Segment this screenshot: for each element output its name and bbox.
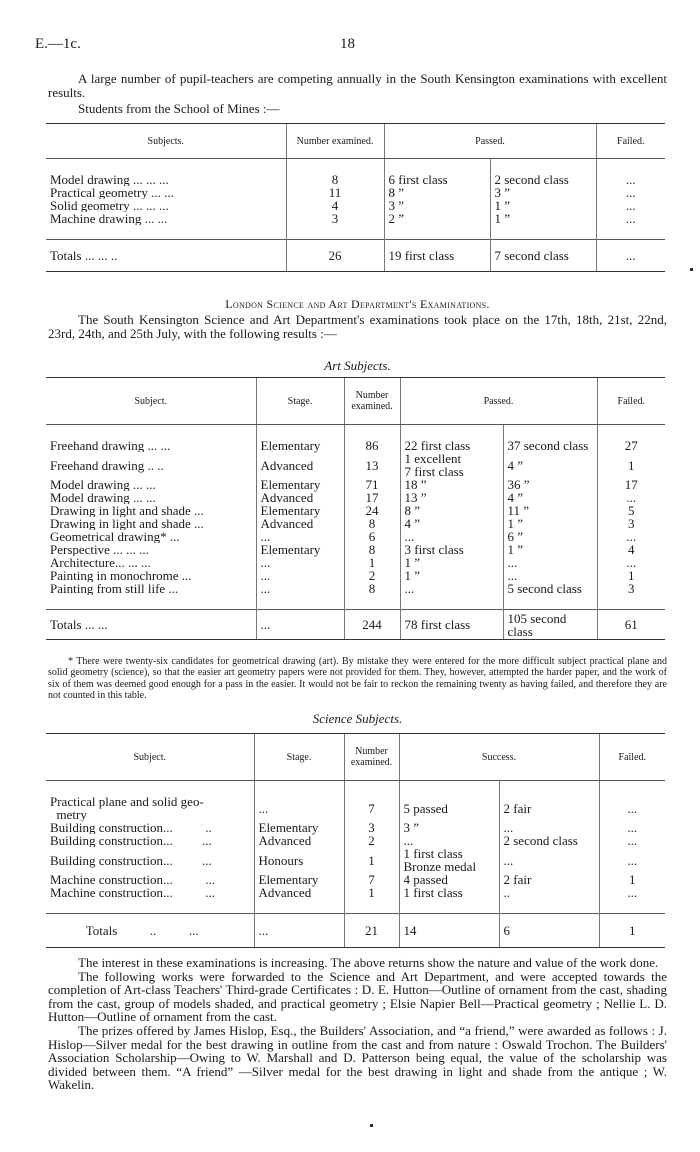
failed-cell: ... [597, 530, 665, 543]
subject-cell: Model drawing ... ... [50, 491, 156, 504]
stage-cell: ... [256, 530, 344, 543]
margin-mark [690, 268, 693, 271]
subject-cell: Geometrical drawing* ... [50, 530, 180, 543]
number-examined-cell: 3 [344, 821, 399, 834]
passed-second-cell: 36 ” [503, 478, 597, 491]
failed-cell: ... [597, 556, 665, 569]
column-header: Passed. [400, 378, 597, 425]
number-examined-cell: 2 [344, 569, 400, 582]
subject-cell: Architecture... ... ... [50, 556, 151, 569]
number-examined-cell: 4 [286, 199, 384, 212]
passed-first-cell: 78 first class [400, 610, 503, 640]
spacer-row [46, 425, 665, 440]
closing-paragraph: The following works were forwarded to the Science and Art Department, and were accepted towards the completion of Art-class Teachers' Third-grade Certificates : D. E. Hutton—Outline of ornament from the cast, shading from the cast, group of models shaded, and practical geometry ; Elsie Napier Bell—Practical geometry ; Nellie L. D. Hutton—Outline of ornament from the cast. [48, 968, 667, 1025]
failed-cell: 4 [597, 543, 665, 556]
passed-second-cell: 1 ” [490, 212, 596, 225]
page-reference: E.—1c. [35, 36, 81, 52]
number-examined-cell: 71 [344, 478, 400, 491]
table-row [46, 478, 665, 491]
spacer-cell [499, 781, 599, 796]
spacer-cell [400, 425, 503, 440]
passed-first-cell: 13 ” [400, 491, 503, 504]
subject-cell: Painting in monochrome ... [50, 569, 192, 582]
stage-cell: ... [256, 582, 344, 595]
passed-first-cell: 6 first class [384, 173, 490, 186]
passed-first-cell: ... [400, 530, 503, 543]
success-first-cell: 3 ” [399, 821, 499, 834]
number-examined-cell: 1 [344, 556, 400, 569]
table-row [46, 504, 665, 517]
success-first-cell: ... [399, 834, 499, 847]
subject-cell: Building construction... .. [50, 821, 212, 834]
number-examined-cell: 7 [344, 873, 399, 886]
spacer-cell [286, 159, 384, 174]
spacer-cell [599, 781, 665, 796]
failed-cell: 27 [597, 439, 665, 452]
spacer-cell [490, 225, 596, 240]
section-title: London Science and Art Department's Examinations. [225, 297, 490, 311]
failed-cell: ... [599, 795, 665, 821]
subject-cell: Building construction... ... [50, 834, 212, 847]
success-second-cell: ... [499, 847, 599, 873]
failed-cell: 61 [597, 610, 665, 640]
stage-cell: Elementary [256, 543, 344, 556]
spacer-cell [46, 899, 254, 914]
number-examined-cell: 1 [344, 886, 399, 899]
success-second-cell: 6 [499, 914, 599, 948]
success-second-cell: ... [499, 821, 599, 834]
spacer-cell [597, 595, 665, 610]
art-subjects-table [46, 377, 665, 640]
passed-second-cell: 7 second class [490, 240, 596, 272]
table-row [46, 886, 665, 899]
totals-row [46, 240, 665, 272]
passed-second-cell: ... [503, 556, 597, 569]
section-intro-paragraph: The South Kensington Science and Art Department's examinations took place on the 17th, 18th, 21st, 22nd, 23rd, 24th, and 25th July, with the following results :— [48, 312, 667, 341]
passed-second-cell: 4 ” [503, 491, 597, 504]
passed-second-cell: 3 ” [490, 186, 596, 199]
passed-second-cell: 11 ” [503, 504, 597, 517]
subject-cell: Model drawing ... ... ... [50, 173, 169, 186]
column-header: Number examined. [344, 378, 400, 425]
spacer-cell [499, 899, 599, 914]
passed-second-cell: 37 second class [503, 439, 597, 452]
stage-cell: Elementary [254, 821, 344, 834]
failed-cell: 1 [597, 569, 665, 582]
spacer-row [46, 225, 665, 240]
stage-cell: Elementary [254, 873, 344, 886]
success-second-cell: 2 fair [499, 873, 599, 886]
spacer-cell [596, 159, 665, 174]
passed-first-cell: 2 ” [384, 212, 490, 225]
table-row [46, 834, 665, 847]
success-second-cell: 2 fair [499, 795, 599, 821]
spacer-cell [254, 899, 344, 914]
spacer-cell [46, 159, 286, 174]
stage-cell: Honours [254, 847, 344, 873]
spacer-row [46, 159, 665, 174]
stage-cell: Advanced [254, 834, 344, 847]
spacer-row [46, 595, 665, 610]
number-examined-cell: 8 [344, 582, 400, 595]
column-header: Subject. [46, 378, 256, 425]
stage-cell: Advanced [256, 491, 344, 504]
passed-second-cell: ... [503, 569, 597, 582]
subject-cell: Solid geometry ... ... ... [50, 199, 169, 212]
failed-cell: 3 [597, 517, 665, 530]
passed-second-cell: 2 second class [490, 173, 596, 186]
column-header: Passed. [384, 124, 596, 159]
spacer-cell [286, 225, 384, 240]
column-header: Stage. [254, 734, 344, 781]
number-examined-cell: 1 [344, 847, 399, 873]
stage-cell: ... [254, 914, 344, 948]
intro-paragraph: Students from the School of Mines :— [78, 101, 280, 117]
passed-first-cell: 1 excellent 7 first class [400, 452, 503, 478]
spacer-cell [503, 425, 597, 440]
totals-row [46, 610, 665, 640]
number-examined-cell: 21 [344, 914, 399, 948]
number-examined-cell: 26 [286, 240, 384, 272]
section-intro [48, 313, 667, 340]
passed-second-cell: 1 ” [503, 517, 597, 530]
intro-paragraph: A large number of pupil-teachers are competing annually in the South Kensington examinations with excellent results. [48, 71, 667, 100]
stage-cell: Elementary [256, 439, 344, 452]
spacer-cell [399, 899, 499, 914]
header-row [46, 734, 665, 781]
table-row [46, 439, 665, 452]
footnote [48, 656, 667, 701]
passed-second-cell: 4 ” [503, 452, 597, 478]
spacer-cell [503, 595, 597, 610]
passed-second-cell: 6 ” [503, 530, 597, 543]
number-examined-cell: 24 [344, 504, 400, 517]
school-of-mines-table [46, 123, 665, 272]
column-header: Failed. [596, 124, 665, 159]
success-first-cell: 1 first class [399, 886, 499, 899]
failed-cell: ... [599, 834, 665, 847]
number-examined-cell: 13 [344, 452, 400, 478]
table-row [46, 795, 665, 821]
table-row [46, 530, 665, 543]
passed-first-cell: 8 ” [400, 504, 503, 517]
passed-first-cell: 1 ” [400, 569, 503, 582]
spacer-cell [596, 225, 665, 240]
stage-cell: ... [256, 556, 344, 569]
intro-text [48, 72, 667, 116]
number-examined-cell: 8 [344, 543, 400, 556]
passed-first-cell: 18 ” [400, 478, 503, 491]
column-header: Failed. [597, 378, 665, 425]
spacer-cell [384, 225, 490, 240]
stage-cell: ... [256, 610, 344, 640]
failed-cell: ... [596, 186, 665, 199]
stage-cell: ... [256, 569, 344, 582]
stage-cell: Advanced [256, 452, 344, 478]
table-row [46, 556, 665, 569]
subject-cell: Freehand drawing ... ... [50, 439, 171, 452]
subject-cell: Painting from still life ... [50, 582, 179, 595]
number-examined-cell: 8 [286, 173, 384, 186]
passed-first-cell: 3 first class [400, 543, 503, 556]
table-row [46, 543, 665, 556]
spacer-cell [46, 781, 254, 796]
passed-first-cell: ... [400, 582, 503, 595]
passed-first-cell: 4 ” [400, 517, 503, 530]
stage-cell: Elementary [256, 478, 344, 491]
passed-first-cell: 8 ” [384, 186, 490, 199]
stage-cell: Elementary [256, 504, 344, 517]
art-subjects-caption: Art Subjects. [324, 358, 391, 373]
science-subjects-table [46, 733, 665, 948]
failed-cell: 5 [597, 504, 665, 517]
passed-first-cell: 3 ” [384, 199, 490, 212]
success-first-cell: 4 passed [399, 873, 499, 886]
failed-cell: 1 [599, 873, 665, 886]
totals-row [46, 914, 665, 948]
spacer-cell [597, 425, 665, 440]
subject-cell: Machine construction... ... [50, 886, 215, 899]
subject-cell: Totals .. ... [46, 914, 254, 948]
table-row [46, 491, 665, 504]
failed-cell: ... [599, 821, 665, 834]
closing-paragraph: The prizes offered by James Hislop, Esq., the Builders' Association, and “a friend,” were awarded as follows : J. Hislop—Silver medal for the best drawing in outline from the cast and from nature : Oswald Trochon. The Builders' Association Scholarship—Owing to W. Marshall and D. Patterson being equal, the value of the scholarship was divided between them. “A friend” —Silver medal for the best drawing in light and shade from the antique ; W. Wakelin. [48, 1022, 667, 1093]
subject-cell: Practical geometry ... ... [50, 186, 174, 199]
subject-cell: Drawing in light and shade ... [50, 517, 204, 530]
subject-cell: Building construction... ... [50, 852, 212, 868]
table-row [46, 847, 665, 873]
subject-cell: Machine construction... ... [50, 873, 215, 886]
closing-paragraph: The interest in these examinations is increasing. The above returns show the nature and value of the work done. [78, 955, 659, 970]
footnote-text: * There were twenty-six candidates for geometrical drawing (art). By mistake they were entered for the more difficult subject practical plane and solid geometry (science), so that the easier art geometry papers were not provided for them. They, however, attempted the harder paper, and the work of six of them was deemed good enough for a pass in the easier. It would not be fair to reckon the remaining twenty as having failed, and therefore they are not counted in this table. [48, 656, 667, 701]
spacer-cell [46, 595, 256, 610]
spacer-cell [344, 425, 400, 440]
stage-cell: Advanced [254, 886, 344, 899]
failed-cell: ... [599, 886, 665, 899]
spacer-cell [400, 595, 503, 610]
passed-first-cell: 1 ” [400, 556, 503, 569]
spacer-cell [344, 781, 399, 796]
success-first-cell: 5 passed [399, 795, 499, 821]
passed-first-cell: 22 first class [400, 439, 503, 452]
passed-second-cell: 105 second class [503, 610, 597, 640]
passed-second-cell: 5 second class [503, 582, 597, 595]
subject-cell: Practical plane and solid geo- metry [50, 795, 204, 821]
number-examined-cell: 11 [286, 186, 384, 199]
spacer-cell [256, 595, 344, 610]
failed-cell: 3 [597, 582, 665, 595]
failed-cell: ... [596, 199, 665, 212]
spacer-cell [344, 899, 399, 914]
column-header: Number examined. [286, 124, 384, 159]
failed-cell: 1 [599, 914, 665, 948]
spacer-cell [254, 781, 344, 796]
number-examined-cell: 2 [344, 834, 399, 847]
failed-cell: ... [597, 491, 665, 504]
table-row [46, 582, 665, 595]
spacer-cell [46, 425, 256, 440]
table-row [46, 199, 665, 212]
column-header: Subject. [46, 734, 254, 781]
passed-second-cell: 1 ” [490, 199, 596, 212]
number-examined-cell: 244 [344, 610, 400, 640]
stage-cell: Advanced [256, 517, 344, 530]
column-header: Number examined. [344, 734, 399, 781]
failed-cell: 17 [597, 478, 665, 491]
subject-cell: Totals ... ... [46, 610, 256, 640]
table-row [46, 873, 665, 886]
spacer-cell [599, 899, 665, 914]
table-row [46, 186, 665, 199]
success-first-cell: 14 [399, 914, 499, 948]
header-row [46, 378, 665, 425]
spacer-row [46, 781, 665, 796]
subject-cell: Drawing in light and shade ... [50, 504, 204, 517]
spacer-cell [46, 225, 286, 240]
failed-cell: ... [599, 847, 665, 873]
passed-second-cell: 1 ” [503, 543, 597, 556]
spacer-cell [490, 159, 596, 174]
page-number: 18 [340, 36, 355, 52]
table-row [46, 173, 665, 186]
failed-cell: ... [596, 240, 665, 272]
number-examined-cell: 8 [344, 517, 400, 530]
spacer-cell [344, 595, 400, 610]
success-second-cell: .. [499, 886, 599, 899]
subject-cell: Machine drawing ... ... [50, 212, 168, 225]
number-examined-cell: 7 [344, 795, 399, 821]
column-header: Stage. [256, 378, 344, 425]
spacer-cell [384, 159, 490, 174]
subject-cell: Totals ... ... .. [46, 240, 286, 272]
header-row [46, 124, 665, 159]
table-row [46, 517, 665, 530]
table-row [46, 452, 665, 478]
failed-cell: ... [596, 212, 665, 225]
number-examined-cell: 3 [286, 212, 384, 225]
column-header: Success. [399, 734, 599, 781]
column-header: Failed. [599, 734, 665, 781]
subject-cell: Freehand drawing .. .. [50, 457, 164, 473]
spacer-cell [399, 781, 499, 796]
passed-first-cell: 19 first class [384, 240, 490, 272]
stage-cell: ... [254, 795, 344, 821]
failed-cell: 1 [597, 452, 665, 478]
subject-cell: Model drawing ... ... [50, 478, 156, 491]
number-examined-cell: 6 [344, 530, 400, 543]
column-header: Subjects. [46, 124, 286, 159]
success-first-cell: 1 first class Bronze medal [399, 847, 499, 873]
closing-text [48, 956, 667, 1092]
number-examined-cell: 17 [344, 491, 400, 504]
footer-mark [370, 1124, 373, 1127]
science-subjects-caption: Science Subjects. [312, 711, 403, 726]
spacer-cell [256, 425, 344, 440]
spacer-row [46, 899, 665, 914]
table-row [46, 212, 665, 225]
number-examined-cell: 86 [344, 439, 400, 452]
success-second-cell: 2 second class [499, 834, 599, 847]
subject-cell: Perspective ... ... ... [50, 543, 149, 556]
failed-cell: ... [596, 173, 665, 186]
